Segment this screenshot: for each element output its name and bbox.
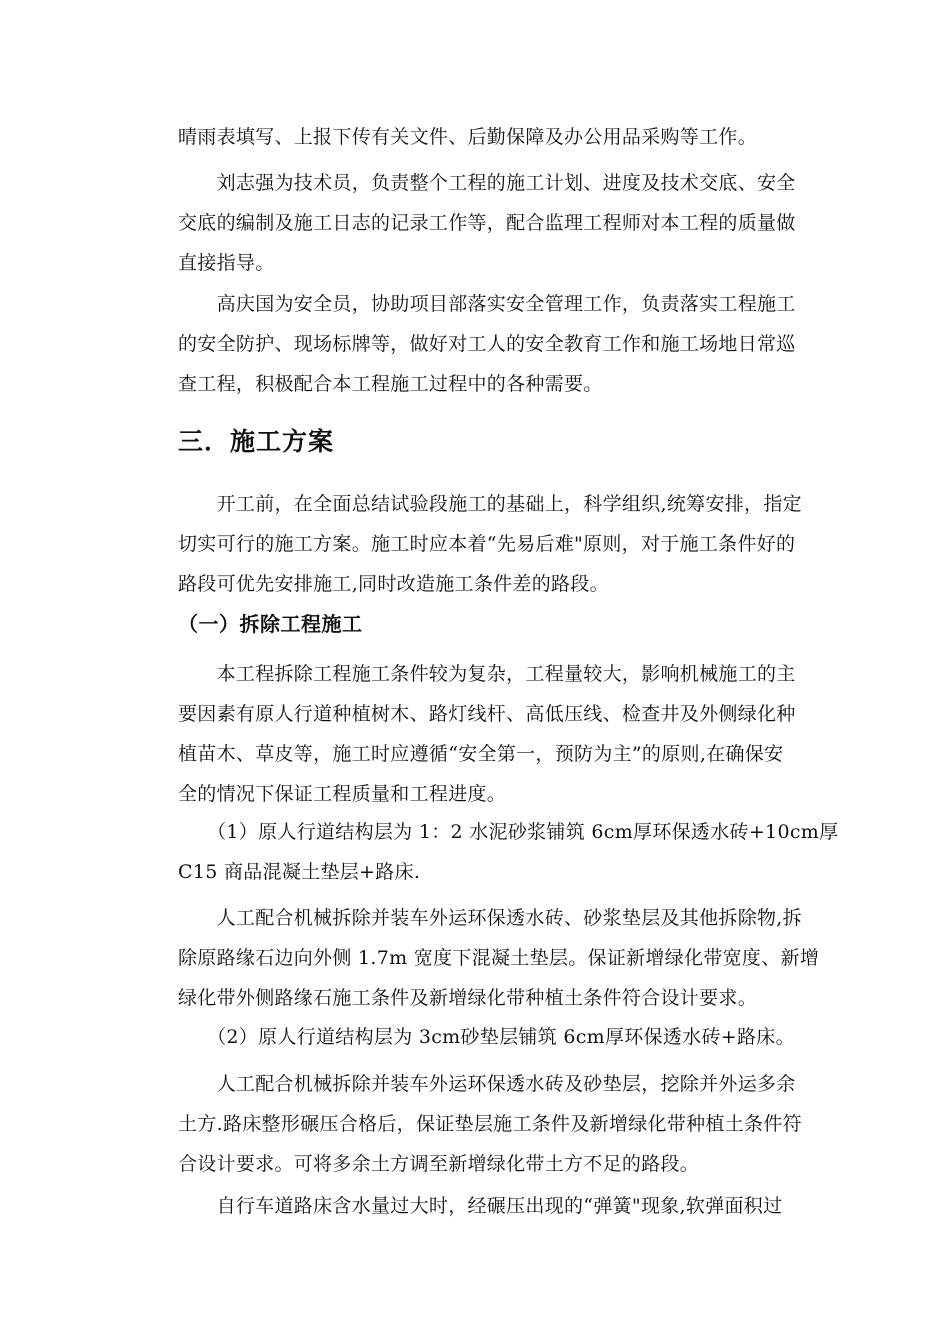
paragraph-item-2-method	[178, 1064, 808, 1184]
paragraph-construction-plan	[178, 484, 808, 604]
paragraph-item-2	[178, 1017, 808, 1057]
text-line: 要因素有原人行道种植树木、路灯线杆、高低压线、检查井及外侧绿化种	[178, 703, 796, 725]
text-line: 人工配合机械拆除并装车外运环保透水砖及砂垫层，挖除并外运多余	[178, 1073, 796, 1095]
text-line: 高庆国为安全员，协助项目部落实安全管理工作，负责落实工程施工	[178, 293, 796, 315]
text-line: 路段可优先安排施工,同时改造施工条件差的路段。	[178, 573, 609, 595]
paragraph-safety-officer	[178, 284, 808, 404]
text-line: 绿化带外侧路缘石施工条件及新增绿化带种植土条件符合设计要求。	[178, 987, 758, 1009]
text-line: 直接指导。	[178, 252, 275, 274]
section-heading: 三．施工方案	[178, 427, 335, 456]
text-line: 植苗木、草皮等，施工时应遵循“安全第一，预防为主”的原则,在确保安	[178, 743, 784, 765]
text-line: 自行车道路床含水量过大时，经碾压出现的“弹簧"现象,软弹面积过	[178, 1195, 783, 1217]
text-line: 人工配合机械拆除并装车外运环保透水砖、砂浆垫层及其他拆除物,拆	[178, 907, 802, 929]
paragraph-technician	[178, 163, 808, 283]
paragraph-item-1	[178, 812, 839, 892]
text-line: 除原路缘石边向外侧 1.7m 宽度下混凝土垫层。保证新增绿化带宽度、新增	[178, 947, 820, 969]
text-line: 土方.路床整形碾压合格后，保证垫层施工条件及新增绿化带种植土条件符	[178, 1113, 802, 1135]
text-line: C15 商品混凝土垫层+路床.	[178, 861, 421, 883]
text-line: 合设计要求。可将多余土方调至新增绿化带土方不足的路段。	[178, 1153, 700, 1175]
text-line: 刘志强为技术员，负责整个工程的施工计划、进度及技术交底、安全	[178, 172, 796, 194]
paragraph-item-1-method	[178, 898, 820, 1018]
paragraph-logistics-tail	[178, 117, 808, 157]
subsection-heading: （一）拆除工程施工	[178, 612, 363, 636]
text-line: 查工程，积极配合本工程施工过程中的各种需要。	[178, 373, 603, 395]
text-line: 全的情况下保证工程质量和工程进度。	[178, 783, 507, 805]
text-line: 的安全防护、现场标牌等，做好对工人的安全教育工作和施工场地日常巡	[178, 333, 796, 355]
text-line: 交底的编制及施工日志的记录工作等，配合监理工程师对本工程的质量做	[178, 212, 796, 234]
text-line: （1）原人行道结构层为 1：2 水泥砂浆铺筑 6cm厚环保透水砖+10cm厚	[178, 821, 839, 843]
paragraph-bike-lane	[178, 1186, 808, 1226]
paragraph-demolition-conditions	[178, 654, 808, 814]
text-line: 切实可行的施工方案。施工时应本着“先易后难"原则，对于施工条件好的	[178, 533, 796, 555]
text-line: （2）原人行道结构层为 3cm砂垫层铺筑 6cm厚环保透水砖+路床。	[178, 1026, 795, 1048]
text-line: 本工程拆除工程施工条件较为复杂，工程量较大，影响机械施工的主	[178, 663, 796, 685]
text-line: 晴雨表填写、上报下传有关文件、后勤保障及办公用品采购等工作。	[178, 126, 758, 148]
text-line: 开工前，在全面总结试验段施工的基础上，科学组织,统筹安排，指定	[178, 493, 802, 515]
